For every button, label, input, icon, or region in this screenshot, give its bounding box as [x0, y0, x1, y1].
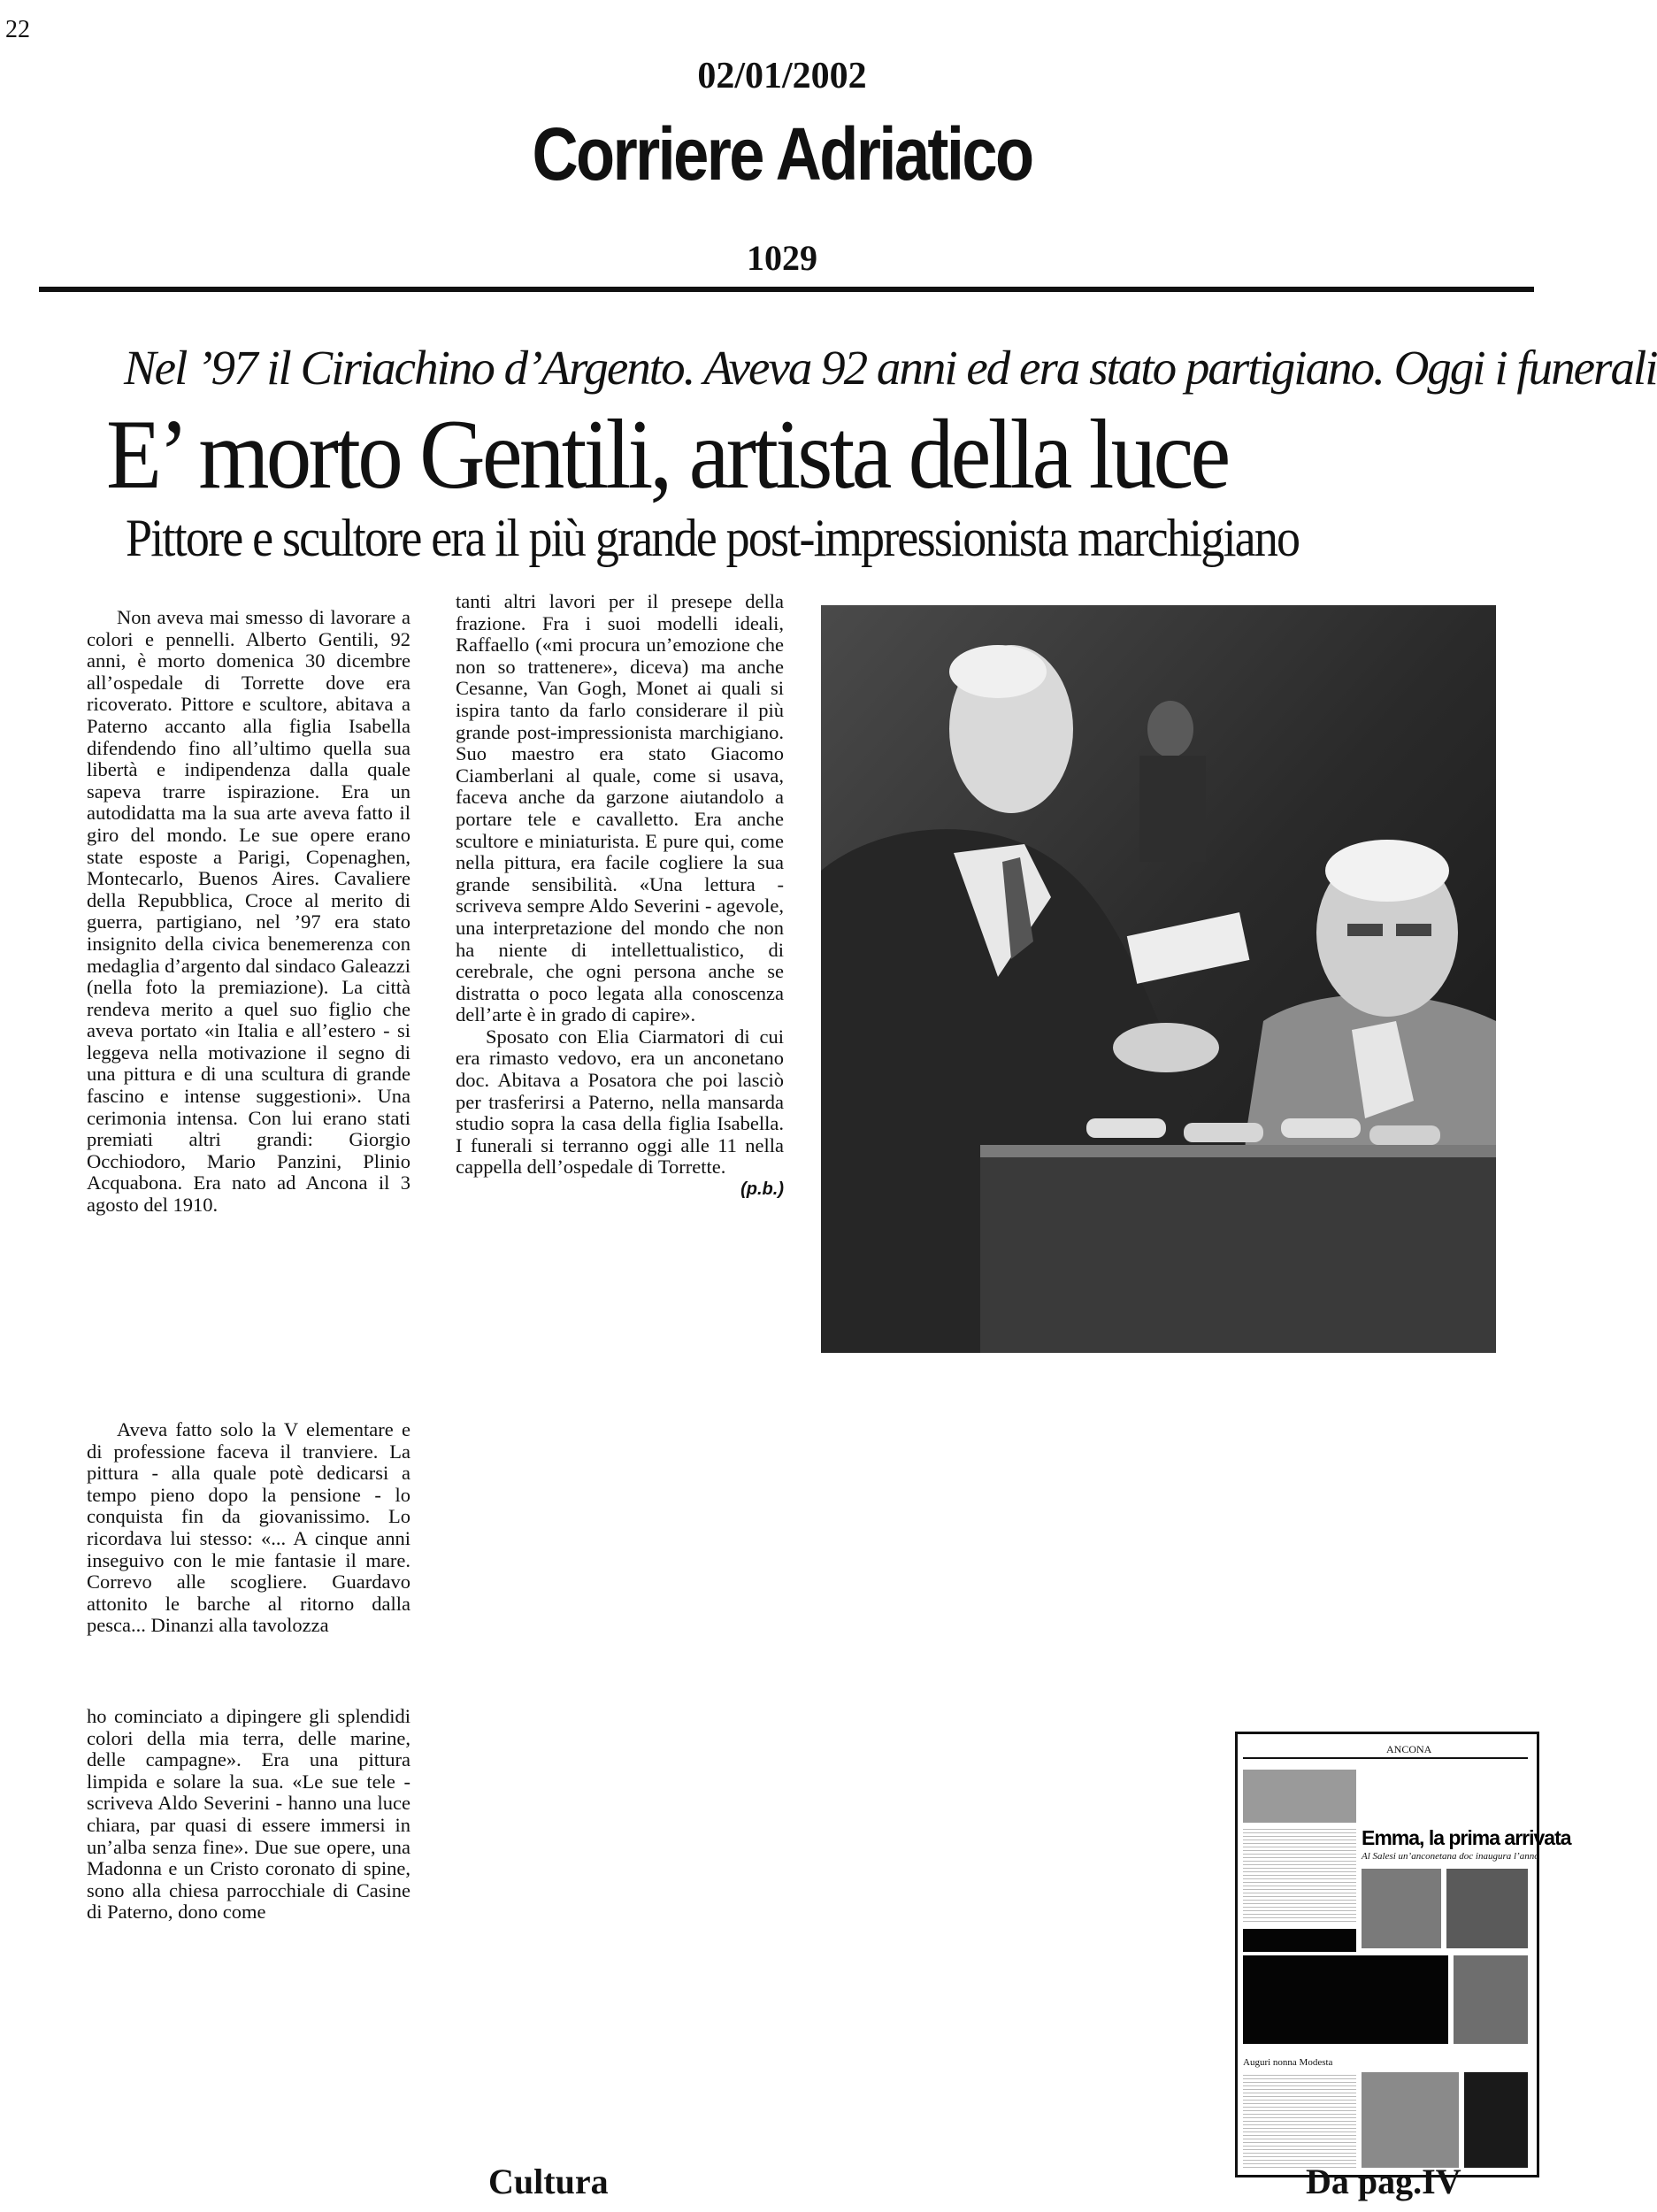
thumbnail-section: ANCONA [1386, 1743, 1432, 1755]
article-paragraph: Non aveva mai smesso di lavorare a colori e pennelli. Alberto Gentili, 92 anni, è morto domenica 30 dicembre all’ospedale di Torrette dove era ricoverato. Pittore e scultore, abitava a Paterno accanto alla figlia Isabella difendendo fino all’ultimo quella sua libertà e indipendenza dalla quale sapeva trarre ispirazione. Era un autodidatta ma la sua arte aveva fatto il giro del mondo. Le sue opere erano state esposte a Parigi, Copenaghen, Montecarlo, Buenos Aires. Cavaliere della Repubblica, Croce al merito di guerra, partigiano, nel ’97 era stato insignito della civica benemerenza con medaglia d’argento dal sindaco Galeazzi (nella foto la premiazione). La città rendeva merito a quel suo figlio che aveva portato «in Italia e all’estero - si leggeva nella motivazione il segno di una pittura e di una scultura di grande fascino e intense suggestioni». Una cerimonia intensa. Con lui erano stati premiati altri grandi: Giorgio Occhiodoro, Mario Panzini, Plinio Acquabona. Era nato ad Ancona il 3 agosto del 1910. [87, 606, 410, 1217]
article-paragraph: Aveva fatto solo la V elementare e di professione faceva il tranviere. La pittura - alla quale potè dedicarsi a tempo pieno dopo la pensione - lo conquista fin da giovanissimo. Lo ricordava lui stesso: «... A cinque anni inseguivo con le mie fantasie il mare. Correvo alle scogliere. Guardavo attonito le barche al ritorno dalla pesca... Dinanzi alla tavolozza [87, 1418, 410, 1637]
thumbnail-photo [1362, 1869, 1441, 1948]
article-paragraph [456, 1025, 784, 1200]
header-rule [39, 287, 1534, 292]
article-column-1-part-2 [87, 1419, 410, 1637]
thumbnail-text-block [1243, 2072, 1356, 2168]
thumbnail-photo [1362, 2072, 1459, 2168]
article-column-2 [456, 591, 784, 1201]
publication-date: 02/01/2002 [697, 56, 867, 96]
thumbnail-ad-block [1243, 1955, 1448, 2044]
article-paragraph: tanti altri lavori per il presepe della frazione. Fra i suoi modelli ideali, Raffaello («mi procura un’emozione che non so trattenere», diceva) ma anche Cesanne, Van Gogh, Monet ai quali si ispira tanto da farlo considerare il più grande post-impressionista marchigiano. Suo maestro era stato Giacomo Ciamberlani al quale, come si usava, faceva anche da garzone aiutandolo a portare tele e cavalletto. Era anche scultore e miniaturista. E pure qui, come nella pittura, era facile cogliere la sua grande sensibilità. «Una lettura - scriveva sempre Aldo Severini - agevole, una interpretazione del mondo che non ha niente di intellettualistico, di cerebrale, che ogni persona anche se distratta o poco legata alla conoscenza dell’arte è in grado di capire». [456, 590, 784, 1026]
article-subhead: Pittore e scultore era il più grande post-impressionista marchigiano [126, 509, 1300, 567]
thumbnail-ad-block [1243, 1929, 1356, 1952]
thumbnail-ad-block [1454, 1955, 1528, 2044]
footer-section: Cultura [488, 2162, 609, 2201]
thumbnail-photo [1446, 1869, 1528, 1948]
thumbnail-caption: Auguri nonna Modesta [1243, 2057, 1333, 2068]
article-column-1-part-3 [87, 1706, 410, 1924]
article-text: Sposato con Elia Ciarmatori di cui era rimasto vedovo, era un anconetano doc. Abitava a Posatora che poi lasciò per trasferirsi a Paterno, nella mansarda studio sopra la casa della figlia Isabella. I funerali si terranno oggi alle 11 nella cappella dell’ospedale di Torrette. [456, 1025, 784, 1179]
award-ceremony-photo [821, 605, 1496, 1353]
issue-number: 1029 [747, 238, 817, 278]
article-headline: E’ morto Gentili, artista della luce [106, 400, 1228, 510]
article-column-1-part-1 [87, 607, 410, 1217]
page-thumbnail [1235, 1732, 1571, 2177]
page-number: 22 [5, 16, 30, 43]
thumbnail-text-block [1243, 1826, 1356, 1924]
thumbnail-ad-block [1464, 2072, 1528, 2168]
footer-source-page: Da pag.IV [1306, 2162, 1461, 2201]
article-kicker: Nel ’97 il Ciriachino d’Argento. Aveva 92 anni ed era stato partigiano. Oggi i funerali [124, 341, 1657, 395]
thumbnail-rule [1243, 1757, 1528, 1759]
article-paragraph: ho cominciato a dipingere gli splendidi colori della mia terra, delle marine, delle campagne». Era una pittura limpida e solare la sua. «Le sue tele - scriveva Aldo Severini - hanno una luce chiara, par quasi di essere immersi in un’alba senza fine». Due sue opere, una Madonna e un Cristo coronato di spine, sono alla chiesa parrocchiale di Casine di Paterno, dono come [87, 1705, 410, 1924]
author-signature: (p.b.) [740, 1179, 784, 1200]
newspaper-masthead: Corriere Adriatico [532, 112, 1032, 196]
thumbnail-photo [1243, 1770, 1356, 1823]
thumbnail-headline: Emma, la prima arrivata [1362, 1826, 1571, 1849]
thumbnail-subhead: Al Salesi un’anconetana doc inaugura l’anno [1362, 1851, 1539, 1862]
